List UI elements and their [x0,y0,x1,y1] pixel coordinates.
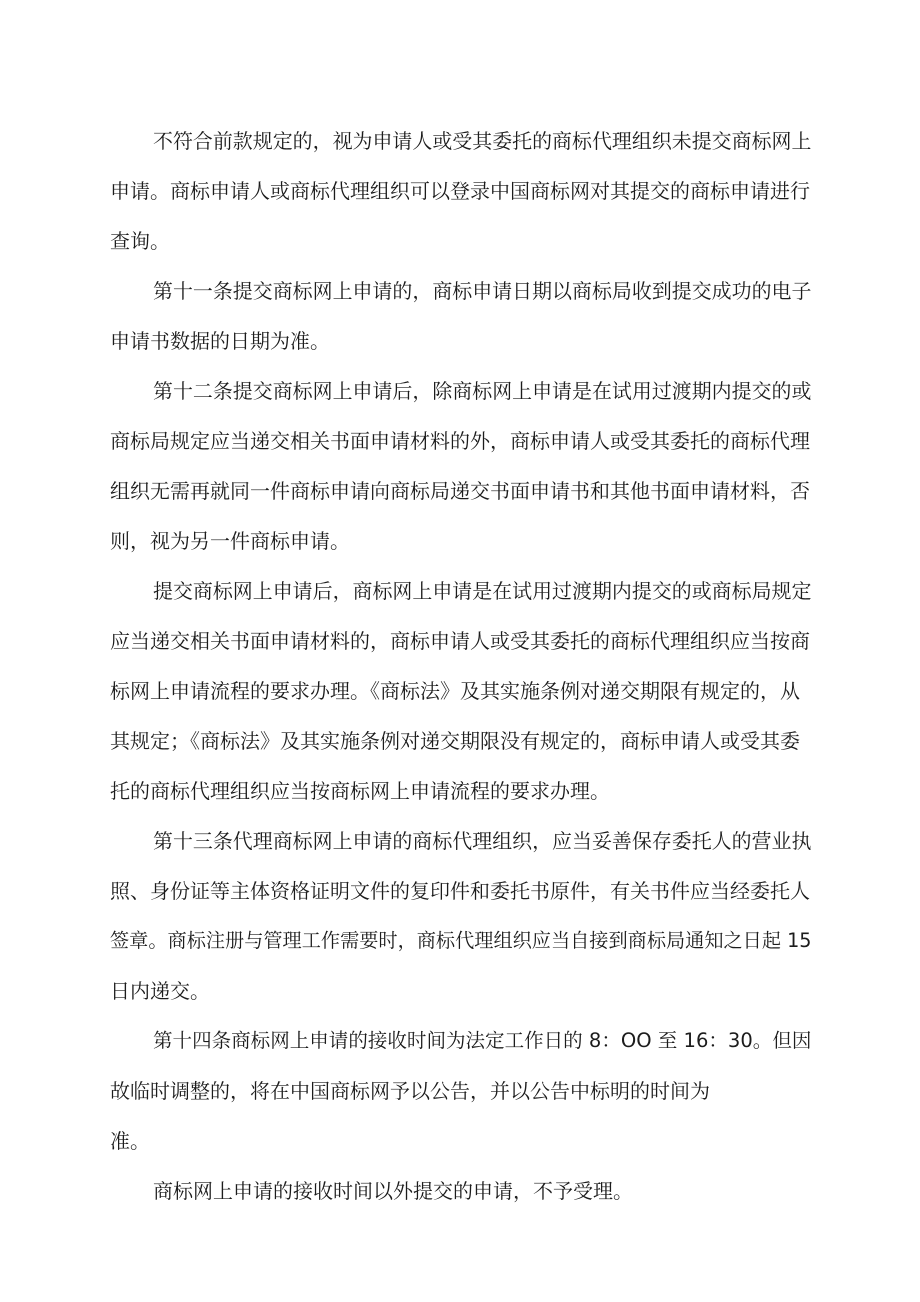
text-line: 申请。商标申请人或商标代理组织可以登录中国商标网对其提交的商标申请进行 [110,179,810,203]
text-line: 提交商标网上申请后，商标网上申请是在试用过渡期内提交的或商标局规定 [153,579,812,603]
text-line: 商标网上申请的接收时间以外提交的申请，不予受理。 [153,1179,633,1203]
text-line: 不符合前款规定的，视为申请人或受其委托的商标代理组织未提交商标网上 [153,129,812,153]
text-line: 则，视为另一件商标申请。 [110,529,350,553]
text-line: 签章。商标注册与管理工作需要时，商标代理组织应当自接到商标局通知之日起 15 [110,929,812,952]
text-line: 其规定；《商标法》及其实施条例对递交期限没有规定的，商标申请人或受其委 [110,729,800,753]
text-line: 查询。 [110,229,170,253]
text-line: 标网上申请流程的要求办理。《商标法》及其实施条例对递交期限有规定的，从 [110,679,800,703]
text-line: 商标局规定应当递交相关书面申请材料的外，商标申请人或受其委托的商标代理 [110,429,810,453]
text-line: 应当递交相关书面申请材料的，商标申请人或受其委托的商标代理组织应当按商 [110,629,810,653]
text-line: 组织无需再就同一件商标申请向商标局递交书面申请书和其他书面申请材料，否 [110,479,810,503]
text-line: 第十一条提交商标网上申请的，商标申请日期以商标局收到提交成功的电子 [153,279,812,303]
text-line: 第十二条提交商标网上申请后，除商标网上申请是在试用过渡期内提交的或 [153,379,812,403]
text-line: 托的商标代理组织应当按商标网上申请流程的要求办理。 [110,779,610,803]
text-line: 照、身份证等主体资格证明文件的复印件和委托书原件，有关书件应当经委托人 [110,879,810,903]
text-line: 日内递交。 [110,979,210,1003]
text-line: 故临时调整的，将在中国商标网予以公告，并以公告中标明的时间为 [110,1079,710,1103]
text-line: 第十四条商标网上申请的接收时间为法定工作日的 8：OO 至 16：30。但因 [153,1029,812,1052]
text-line: 准。 [110,1129,150,1153]
text-line: 申请书数据的日期为准。 [110,329,330,353]
text-line: 第十三条代理商标网上申请的商标代理组织，应当妥善保存委托人的营业执 [153,829,812,853]
